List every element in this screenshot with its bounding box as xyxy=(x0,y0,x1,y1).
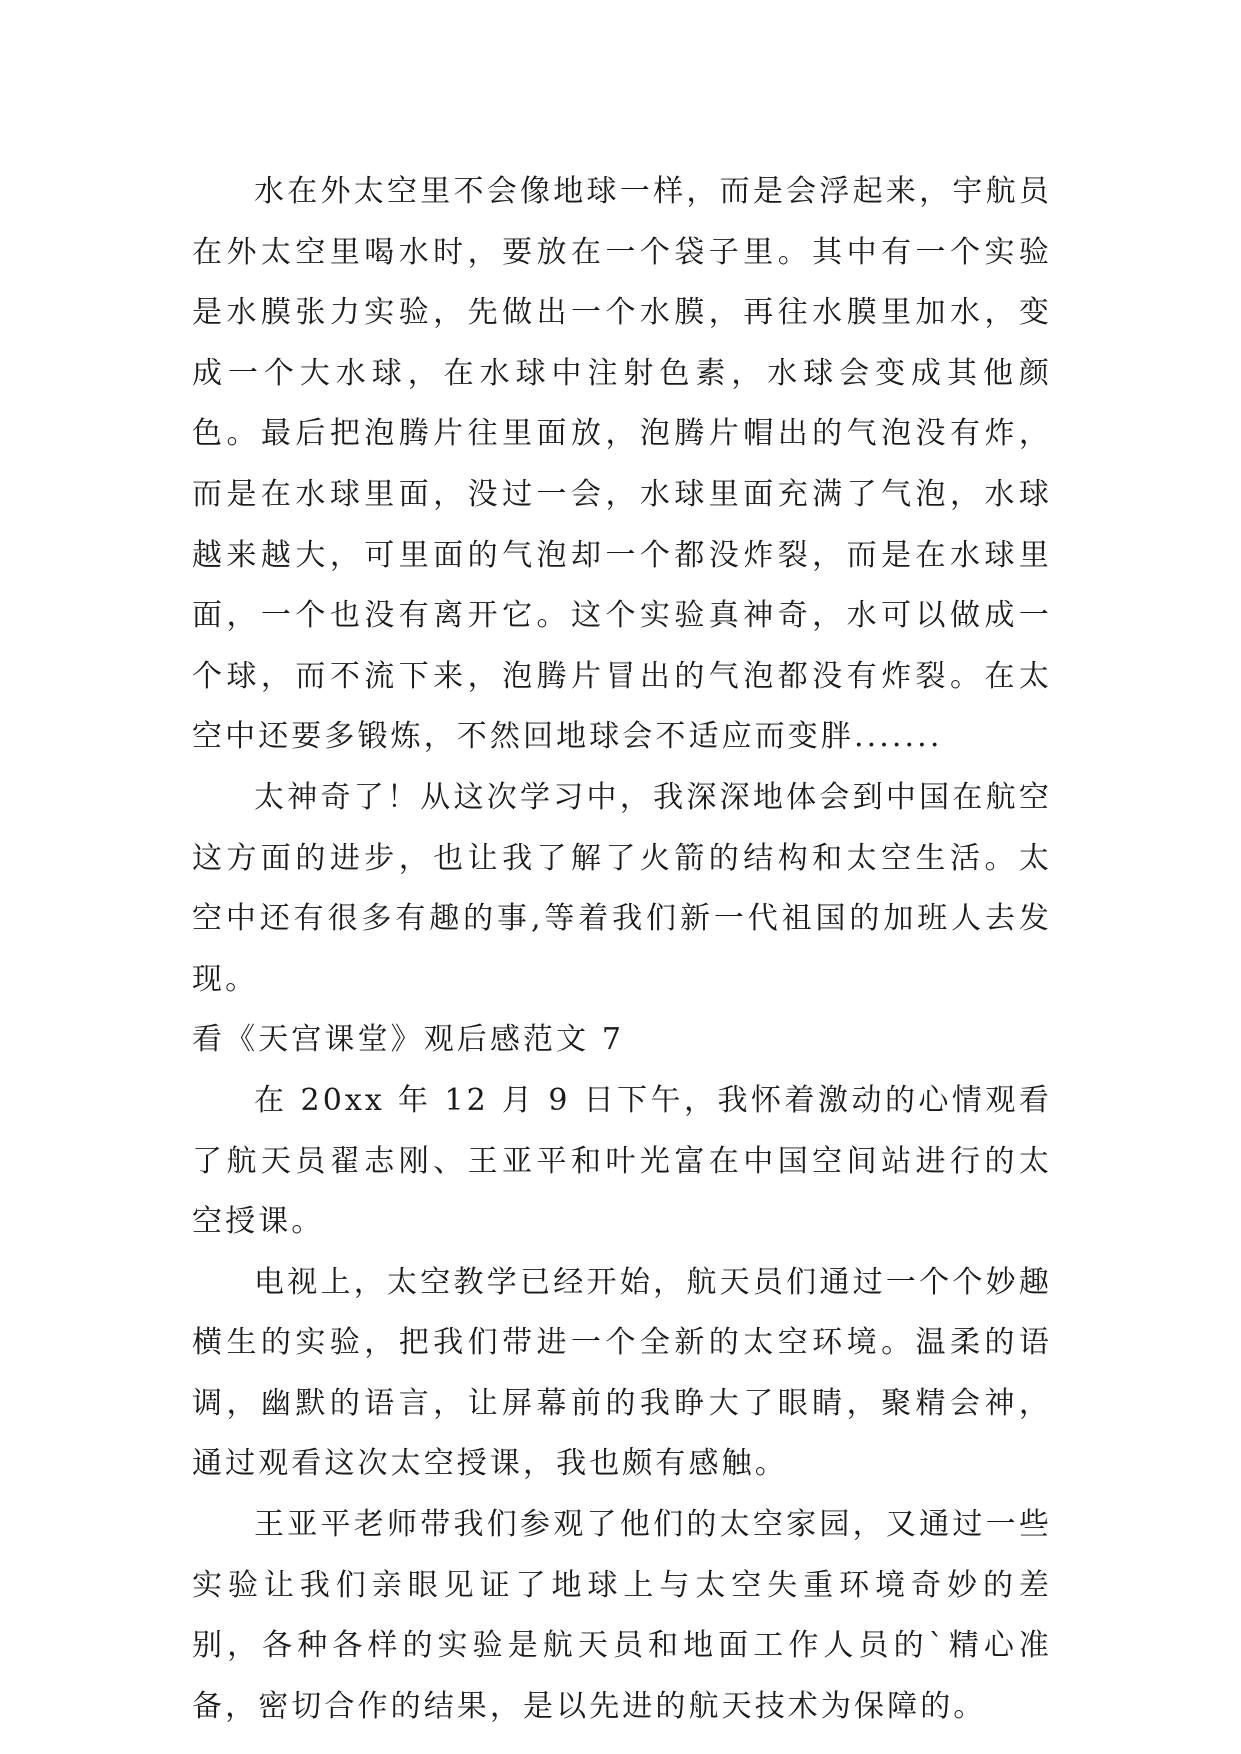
essay-heading: 看《天宫课堂》观后感范文 7 xyxy=(192,1022,625,1058)
paragraph-date-intro: 在 20xx 年 12 月 9 日下午，我怀着激动的心情观看了航天员翟志刚、王亚平和叶光富在中国空间站进行的太空授课。 xyxy=(192,1082,1052,1240)
paragraph-water-experiment: 水在外太空里不会像地球一样，而是会浮起来，宇航员在外太空里喝水时，要放在一个袋子里。其中有一个实验是水膜张力实验，先做出一个水膜，再往水膜里加水，变成一个大水球，在水球中注射色素，水球会变成其他颜色。最后把泡腾片往里面放，泡腾片帽出的气泡没有炸，而是在水球里面，没过一会，水球里面充满了气泡，水球越来越大，可里面的气泡却一个都没炸裂，而是在水球里面，一个也没有离开它。这个实验真神奇，水可以做成一个球，而不流下来，泡腾片冒出的气泡都没有炸裂。在太空中还要多锻炼，不然回地球会不适应而变胖....... xyxy=(192,174,1052,755)
paragraph-reflection: 太神奇了！从这次学习中，我深深地体会到中国在航空这方面的进步，也让我了解了火箭的结构和太空生活。太空中还有很多有趣的事,等着我们新一代祖国的加班人去发现。 xyxy=(192,779,1052,997)
paragraph-space-home: 王亚平老师带我们参观了他们的太空家园，又通过一些实验让我们亲眼见证了地球上与太空失重环境奇妙的差别，各种各样的实验是航天员和地面工作人员的`精心准备，密切合作的结果，是以先进的航天技术为保障的。 xyxy=(192,1507,1052,1724)
document-body xyxy=(192,162,1052,1737)
paragraph-tv-lesson: 电视上，太空教学已经开始，航天员们通过一个个妙趣横生的实验，把我们带进一个全新的太空环境。温柔的语调，幽默的语言，让屏幕前的我睁大了眼睛，聚精会神，通过观看这次太空授课，我也颇有感触。 xyxy=(192,1264,1052,1482)
